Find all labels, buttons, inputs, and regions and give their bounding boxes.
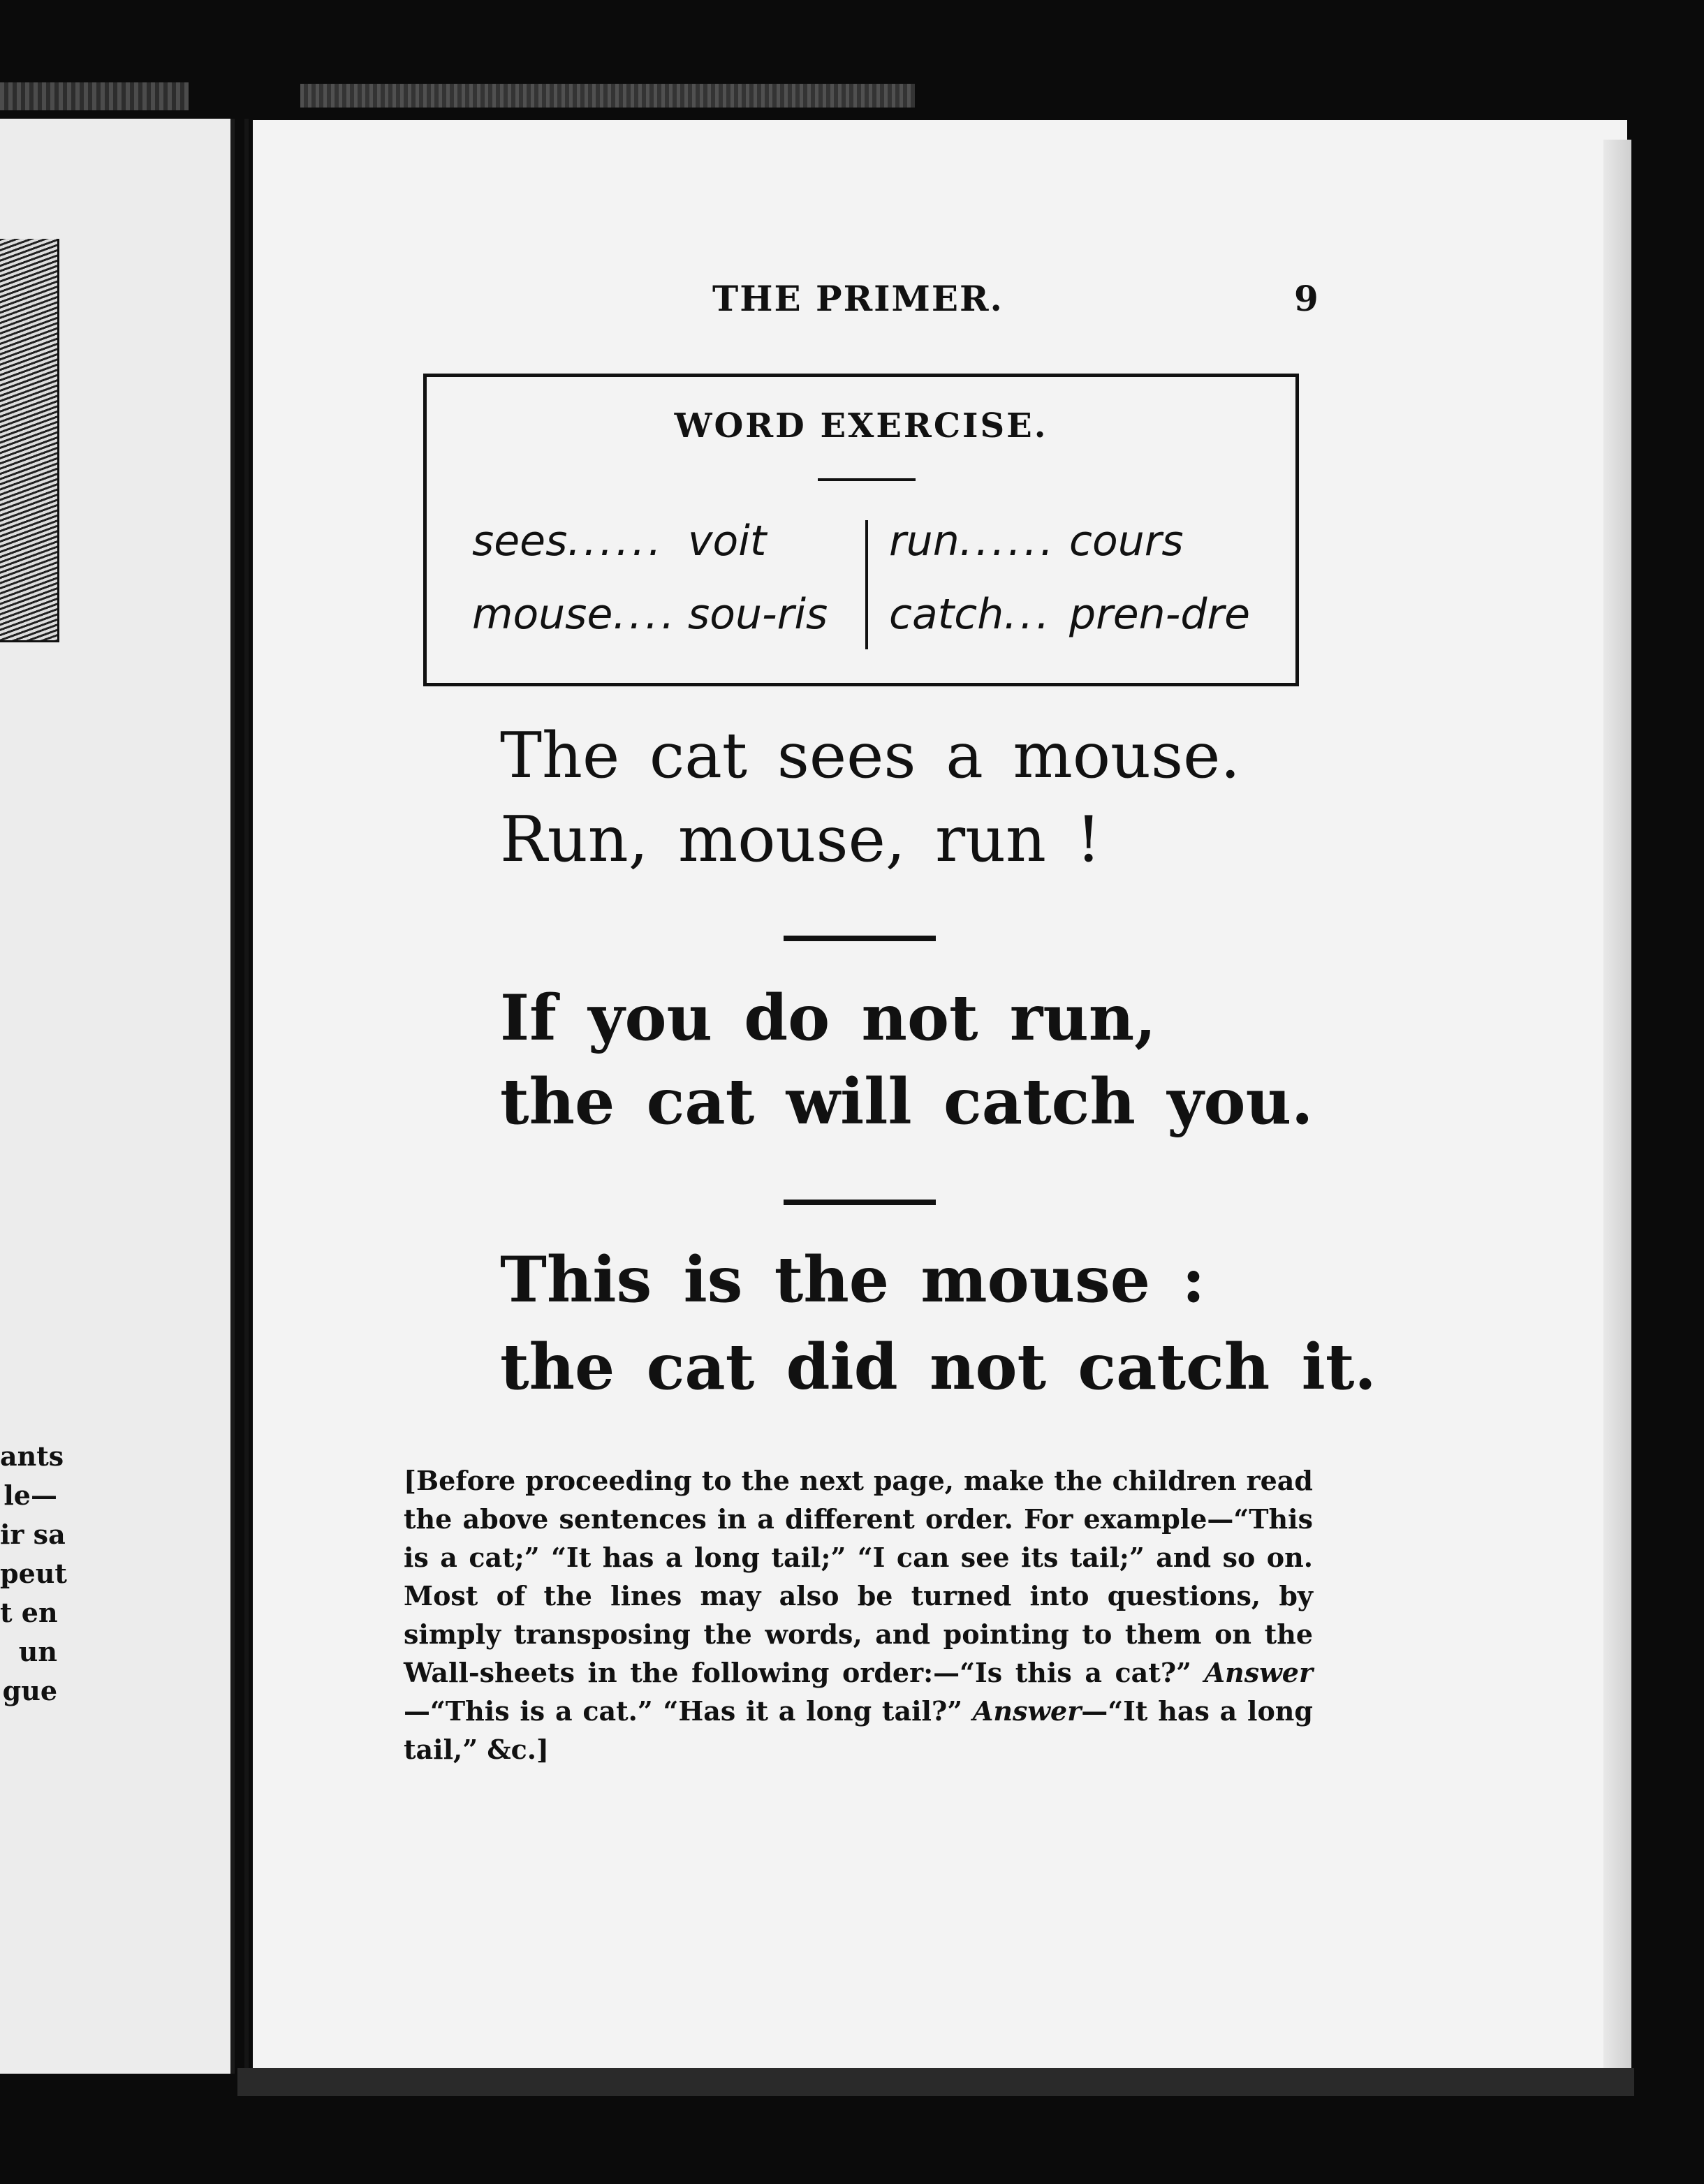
note-text: [Before proceeding to the next page, make the children read the above sentences in a different order. For example—“This is a cat;” “It has a long tail;” “I can see its tail;” and so on. Most of the lines may also be turned into questions, by simply transposing the words, and pointing to them on the Wall-sheets in the following order:—“Is this a cat?” bbox=[404, 1465, 1313, 1688]
left-fragment: gue bbox=[2, 1675, 57, 1706]
answer-label: Answer bbox=[1204, 1657, 1313, 1688]
left-fragment: t en bbox=[0, 1597, 58, 1628]
leader-dots: ... bbox=[1004, 590, 1052, 639]
leader-dots: ...... bbox=[567, 517, 664, 566]
reading-sentence: The cat sees a mouse. bbox=[500, 719, 1241, 792]
french-translation: voit bbox=[688, 517, 767, 566]
book-bottom-edge bbox=[237, 2068, 1634, 2096]
section-separator bbox=[784, 936, 936, 941]
column-divider bbox=[865, 520, 868, 649]
page-number: 9 bbox=[1294, 278, 1319, 319]
left-fragment: peut bbox=[0, 1558, 67, 1589]
french-translation: sou-ris bbox=[688, 590, 828, 639]
left-page-text-fragments bbox=[0, 1437, 67, 1711]
page-edge bbox=[1603, 140, 1631, 2074]
word-exercise-box bbox=[423, 374, 1299, 686]
english-word: sees bbox=[472, 517, 568, 566]
note-text: —“It has a long tail,” &c.] bbox=[404, 1695, 1313, 1765]
left-fragment: ants bbox=[0, 1440, 64, 1472]
reading-sentence: This is the mouse : bbox=[500, 1243, 1205, 1317]
title-rule bbox=[818, 478, 916, 481]
leader-dots: .... bbox=[612, 590, 677, 639]
reading-sentence: If you do not run, bbox=[500, 981, 1156, 1055]
teacher-note bbox=[404, 1461, 1313, 1769]
leader-dots: ...... bbox=[959, 517, 1057, 566]
english-word: catch bbox=[889, 590, 1004, 639]
left-fragment: ir sa bbox=[0, 1519, 66, 1550]
english-word: run bbox=[889, 517, 960, 566]
english-word: mouse bbox=[472, 590, 613, 639]
scan-edge-top bbox=[300, 84, 915, 108]
reading-sentence: the cat will catch you. bbox=[500, 1065, 1314, 1139]
left-fragment: le— bbox=[3, 1480, 57, 1511]
vocab-entry bbox=[472, 517, 664, 566]
running-title: THE PRIMER. bbox=[712, 278, 1004, 319]
note-text: —“This is a cat.” “Has it a long tail?” bbox=[404, 1695, 963, 1727]
reading-sentence: the cat did not catch it. bbox=[500, 1330, 1376, 1404]
vocab-entry bbox=[472, 590, 677, 639]
left-page-illustration bbox=[0, 239, 59, 642]
scan-edge-top-left bbox=[0, 82, 189, 110]
left-fragment: un bbox=[18, 1636, 57, 1667]
book-gutter bbox=[244, 119, 249, 2074]
french-translation: cours bbox=[1069, 517, 1184, 566]
section-separator bbox=[784, 1200, 936, 1205]
french-translation: pren-dre bbox=[1069, 590, 1251, 639]
reading-sentence: Run, mouse, run ! bbox=[500, 803, 1101, 876]
answer-label: Answer bbox=[972, 1695, 1082, 1727]
vocab-entry bbox=[889, 517, 1056, 566]
vocab-entry bbox=[889, 590, 1052, 639]
word-exercise-title: WORD EXERCISE. bbox=[674, 406, 1048, 445]
